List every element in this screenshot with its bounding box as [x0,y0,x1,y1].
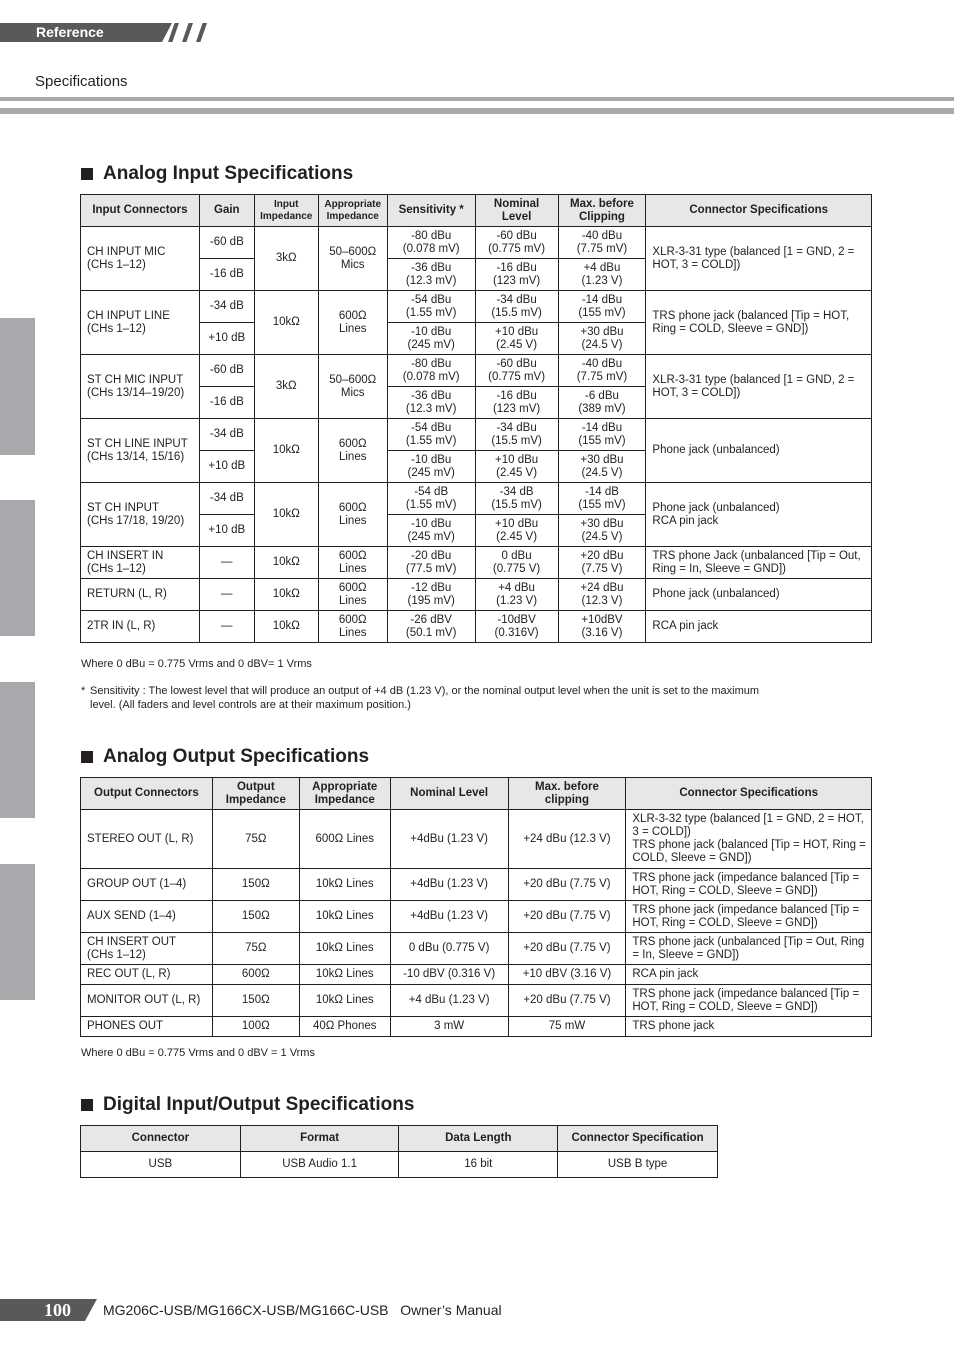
nominal-level-cell: +10 dBu (2.45 V) [475,451,558,483]
appropriate-impedance-cell: 10kΩ Lines [299,985,390,1017]
table-row [81,869,872,901]
nominal-level-cell: +4dBu (1.23 V) [390,869,508,901]
nominal-level-cell: -10dBV (0.316V) [475,611,558,643]
sensitivity-cell: -26 dBV (50.1 mV) [387,611,475,643]
sensitivity-cell: -80 dBu (0.078 mV) [387,355,475,387]
output-impedance-cell: 75Ω [212,933,299,965]
connector-spec-cell: RCA pin jack [626,965,872,985]
input-impedance-cell: 3kΩ [254,355,318,419]
gain-cell: -16 dB [199,387,254,419]
nominal-level-cell: -10 dBV (0.316 V) [390,965,508,985]
header-cell: Sensitivity * [387,195,475,227]
footnote-text: Sensitivity : The lowest level that will produce an output of +4 dB (1.23 V), or the nominal output level when the unit is set to the maximum level. (All faders and level controls are at their maximum position.) [90,685,760,711]
connector-cell: ST CH LINE INPUT (CHs 13/14, 15/16) [81,419,200,483]
gain-cell: +10 dB [199,451,254,483]
sensitivity-cell: -10 dBu (245 mV) [387,451,475,483]
connector-cell: MONITOR OUT (L, R) [81,985,213,1017]
connector-spec-cell: Phone jack (unbalanced) [646,579,872,611]
header-cell: Appropriate Impedance [318,195,387,227]
header-cell: Gain [199,195,254,227]
connector-cell: AUX SEND (1–4) [81,901,213,933]
gain-cell: +10 dB [199,515,254,547]
analog-output-title: Analog Output Specifications [103,746,370,767]
header-cell: Max. before Clipping [558,195,646,227]
input-impedance-cell: 10kΩ [254,547,318,579]
sensitivity-cell: -10 dBu (245 mV) [387,515,475,547]
max-level-cell: +24 dBu (12.3 V) [508,810,626,869]
sensitivity-cell: -54 dBu (1.55 mV) [387,419,475,451]
connector-cell: ST CH MIC INPUT (CHs 13/14–19/20) [81,355,200,419]
nominal-level-cell: +4dBu (1.23 V) [390,901,508,933]
table-header-row [81,778,872,810]
connector-spec-cell: RCA pin jack [646,611,872,643]
analog-input-heading [81,163,353,185]
sensitivity-footnote [81,684,761,712]
appropriate-impedance-cell: 600Ω Lines [318,547,387,579]
appropriate-impedance-cell: 600Ω Lines [318,611,387,643]
page-number: 100 [44,1300,71,1320]
appropriate-impedance-cell: 40Ω Phones [299,1017,390,1037]
connector-spec-cell: TRS phone jack (impedance balanced [Tip = HOT, Ring = COLD, Sleeve = GND]) [626,985,872,1017]
max-level-cell: +24 dBu (12.3 V) [558,579,646,611]
nominal-level-cell: 0 dBu (0.775 V) [390,933,508,965]
tab-slash-decoration [182,23,193,42]
connector-cell: STEREO OUT (L, R) [81,810,213,869]
tab-slash-decoration [196,23,207,42]
side-tab [0,318,35,455]
connector-spec-cell: TRS phone Jack (unbalanced [Tip = Out, Ring = In, Sleeve = GND]) [646,547,872,579]
table-row [81,611,872,643]
table-header-row [81,1126,718,1152]
nominal-level-cell: -60 dBu (0.775 mV) [475,355,558,387]
connector-cell: PHONES OUT [81,1017,213,1037]
sensitivity-cell: -10 dBu (245 mV) [387,323,475,355]
header-cell: Input Connectors [81,195,200,227]
table-row [81,483,872,515]
max-level-cell: +30 dBu (24.5 V) [558,451,646,483]
nominal-level-cell: -60 dBu (0.775 mV) [475,227,558,259]
connector-cell: REC OUT (L, R) [81,965,213,985]
appropriate-impedance-cell: 600Ω Lines [318,291,387,355]
max-level-cell: -14 dBu (155 mV) [558,419,646,451]
max-level-cell: +30 dBu (24.5 V) [558,515,646,547]
connector-spec-cell: Phone jack (unbalanced) [646,419,872,483]
max-level-cell: -14 dBu (155 mV) [558,291,646,323]
nominal-level-cell: +4 dBu (1.23 V) [475,579,558,611]
header-cell: Max. before clipping [508,778,626,810]
table-row [81,1152,718,1178]
output-impedance-cell: 150Ω [212,901,299,933]
table-row [81,1017,872,1037]
connector-cell: CH INPUT MIC (CHs 1–12) [81,227,200,291]
nominal-level-cell: +4 dBu (1.23 V) [390,985,508,1017]
sensitivity-cell: -36 dBu (12.3 mV) [387,387,475,419]
nominal-level-cell: 0 dBu (0.775 V) [475,547,558,579]
nominal-level-cell: -34 dBu (15.5 mV) [475,419,558,451]
connector-spec-cell: TRS phone jack (unbalanced [Tip = Out, Ring = In, Sleeve = GND]) [626,933,872,965]
max-level-cell: -6 dBu (389 mV) [558,387,646,419]
max-level-cell: +10dBV (3.16 V) [558,611,646,643]
side-tab [0,500,35,636]
reference-tab [0,23,215,42]
section-label: Specifications [35,73,128,90]
table-cell: USB Audio 1.1 [240,1152,399,1178]
header-rule [0,97,954,101]
gain-cell: -34 dB [199,291,254,323]
header-cell: Nominal Level [475,195,558,227]
header-cell: Input Impedance [254,195,318,227]
table-row [81,547,872,579]
connector-spec-cell: TRS phone jack [626,1017,872,1037]
footnote-mark: * [81,685,86,697]
nominal-level-cell: +10 dBu (2.45 V) [475,515,558,547]
max-level-cell: +20 dBu (7.75 V) [508,933,626,965]
nominal-level-cell: +4dBu (1.23 V) [390,810,508,869]
table-row [81,291,872,323]
max-level-cell: +20 dBu (7.75 V) [508,985,626,1017]
nominal-level-cell: -16 dBu (123 mV) [475,387,558,419]
max-level-cell: -14 dB (155 mV) [558,483,646,515]
input-impedance-cell: 10kΩ [254,291,318,355]
manual-title: MG206C-USB/MG166CX-USB/MG166C-USB Owner’s Manual [103,1302,502,1318]
gain-cell: -60 dB [199,355,254,387]
analog-input-title: Analog Input Specifications [103,163,354,184]
gain-cell: — [199,547,254,579]
header-cell: Format [240,1126,399,1152]
connector-spec-cell: TRS phone jack (impedance balanced [Tip = HOT, Ring = COLD, Sleeve = GND]) [626,869,872,901]
table-row [81,227,872,259]
input-impedance-cell: 10kΩ [254,483,318,547]
connector-cell: GROUP OUT (1–4) [81,869,213,901]
gain-cell: — [199,579,254,611]
connector-spec-cell: XLR-3-31 type (balanced [1 = GND, 2 = HOT, 3 = COLD]) [646,355,872,419]
analog-output-heading [81,746,369,768]
max-level-cell: 75 mW [508,1017,626,1037]
reference-tab-label: Reference [36,24,104,40]
connector-cell: CH INPUT LINE (CHs 1–12) [81,291,200,355]
nominal-level-cell: -16 dBu (123 mV) [475,259,558,291]
appropriate-impedance-cell: 10kΩ Lines [299,933,390,965]
table-row [81,985,872,1017]
max-level-cell: -40 dBu (7.75 mV) [558,355,646,387]
header-cell: Connector Specification [558,1126,718,1152]
output-impedance-cell: 100Ω [212,1017,299,1037]
sensitivity-cell: -36 dBu (12.3 mV) [387,259,475,291]
analog-input-note: Where 0 dBu = 0.775 Vrms and 0 dBV= 1 Vrms [81,658,312,670]
analog-output-table [80,777,872,1037]
sensitivity-cell: -12 dBu (195 mV) [387,579,475,611]
output-impedance-cell: 75Ω [212,810,299,869]
connector-cell: 2TR IN (L, R) [81,611,200,643]
appropriate-impedance-cell: 10kΩ Lines [299,869,390,901]
table-row [81,810,872,869]
analog-output-note: Where 0 dBu = 0.775 Vrms and 0 dBV = 1 Vrms [81,1047,315,1059]
connector-cell: CH INSERT OUT (CHs 1–12) [81,933,213,965]
table-row [81,933,872,965]
digital-heading [81,1094,414,1116]
max-level-cell: +4 dBu (1.23 V) [558,259,646,291]
header-rule [0,108,954,114]
header-cell: Nominal Level [390,778,508,810]
heading-bullet [81,751,93,763]
appropriate-impedance-cell: 50–600Ω Mics [318,227,387,291]
header-cell: Connector Specifications [626,778,872,810]
sensitivity-cell: -54 dBu (1.55 mV) [387,291,475,323]
input-impedance-cell: 10kΩ [254,419,318,483]
appropriate-impedance-cell: 50–600Ω Mics [318,355,387,419]
header-cell: Output Impedance [212,778,299,810]
gain-cell: -16 dB [199,259,254,291]
input-impedance-cell: 3kΩ [254,227,318,291]
connector-cell: ST CH INPUT (CHs 17/18, 19/20) [81,483,200,547]
table-cell: USB B type [558,1152,718,1178]
nominal-level-cell: -34 dB (15.5 mV) [475,483,558,515]
appropriate-impedance-cell: 600Ω Lines [318,579,387,611]
side-tab [0,864,35,1000]
sensitivity-cell: -20 dBu (77.5 mV) [387,547,475,579]
output-impedance-cell: 150Ω [212,985,299,1017]
output-impedance-cell: 150Ω [212,869,299,901]
table-cell: USB [81,1152,241,1178]
table-row [81,355,872,387]
gain-cell: +10 dB [199,323,254,355]
table-row [81,901,872,933]
table-row [81,419,872,451]
appropriate-impedance-cell: 600Ω Lines [299,810,390,869]
max-level-cell: +20 dBu (7.75 V) [508,869,626,901]
table-cell: 16 bit [399,1152,558,1178]
max-level-cell: +30 dBu (24.5 V) [558,323,646,355]
output-impedance-cell: 600Ω [212,965,299,985]
appropriate-impedance-cell: 10kΩ Lines [299,901,390,933]
appropriate-impedance-cell: 10kΩ Lines [299,965,390,985]
connector-spec-cell: Phone jack (unbalanced) RCA pin jack [646,483,872,547]
header-cell: Appropriate Impedance [299,778,390,810]
table-row [81,965,872,985]
connector-spec-cell: TRS phone jack (impedance balanced [Tip = HOT, Ring = COLD, Sleeve = GND]) [626,901,872,933]
nominal-level-cell: +10 dBu (2.45 V) [475,323,558,355]
analog-input-table [80,194,872,643]
appropriate-impedance-cell: 600Ω Lines [318,483,387,547]
heading-bullet [81,1099,93,1111]
connector-spec-cell: TRS phone jack (balanced [Tip = HOT, Ring = COLD, Sleeve = GND]) [646,291,872,355]
connector-cell: RETURN (L, R) [81,579,200,611]
max-level-cell: -40 dBu (7.75 mV) [558,227,646,259]
header-cell: Output Connectors [81,778,213,810]
connector-cell: CH INSERT IN (CHs 1–12) [81,547,200,579]
table-row [81,579,872,611]
max-level-cell: +10 dBV (3.16 V) [508,965,626,985]
sensitivity-cell: -80 dBu (0.078 mV) [387,227,475,259]
digital-title: Digital Input/Output Specifications [103,1094,415,1115]
connector-spec-cell: XLR-3-31 type (balanced [1 = GND, 2 = HOT, 3 = COLD]) [646,227,872,291]
digital-table [80,1125,718,1178]
header-cell: Connector [81,1126,241,1152]
input-impedance-cell: 10kΩ [254,579,318,611]
gain-cell: — [199,611,254,643]
gain-cell: -60 dB [199,227,254,259]
appropriate-impedance-cell: 600Ω Lines [318,419,387,483]
max-level-cell: +20 dBu (7.75 V) [558,547,646,579]
nominal-level-cell: -34 dBu (15.5 mV) [475,291,558,323]
max-level-cell: +20 dBu (7.75 V) [508,901,626,933]
header-cell: Connector Specifications [646,195,872,227]
nominal-level-cell: 3 mW [390,1017,508,1037]
sensitivity-cell: -54 dB (1.55 mV) [387,483,475,515]
heading-bullet [81,168,93,180]
table-header-row [81,195,872,227]
gain-cell: -34 dB [199,419,254,451]
header-cell: Data Length [399,1126,558,1152]
gain-cell: -34 dB [199,483,254,515]
connector-spec-cell: XLR-3-32 type (balanced [1 = GND, 2 = HOT, 3 = COLD]) TRS phone jack (balanced [Tip = HOT, Ring = COLD, Sleeve = GND]) [626,810,872,869]
side-tab [0,682,35,818]
input-impedance-cell: 10kΩ [254,611,318,643]
